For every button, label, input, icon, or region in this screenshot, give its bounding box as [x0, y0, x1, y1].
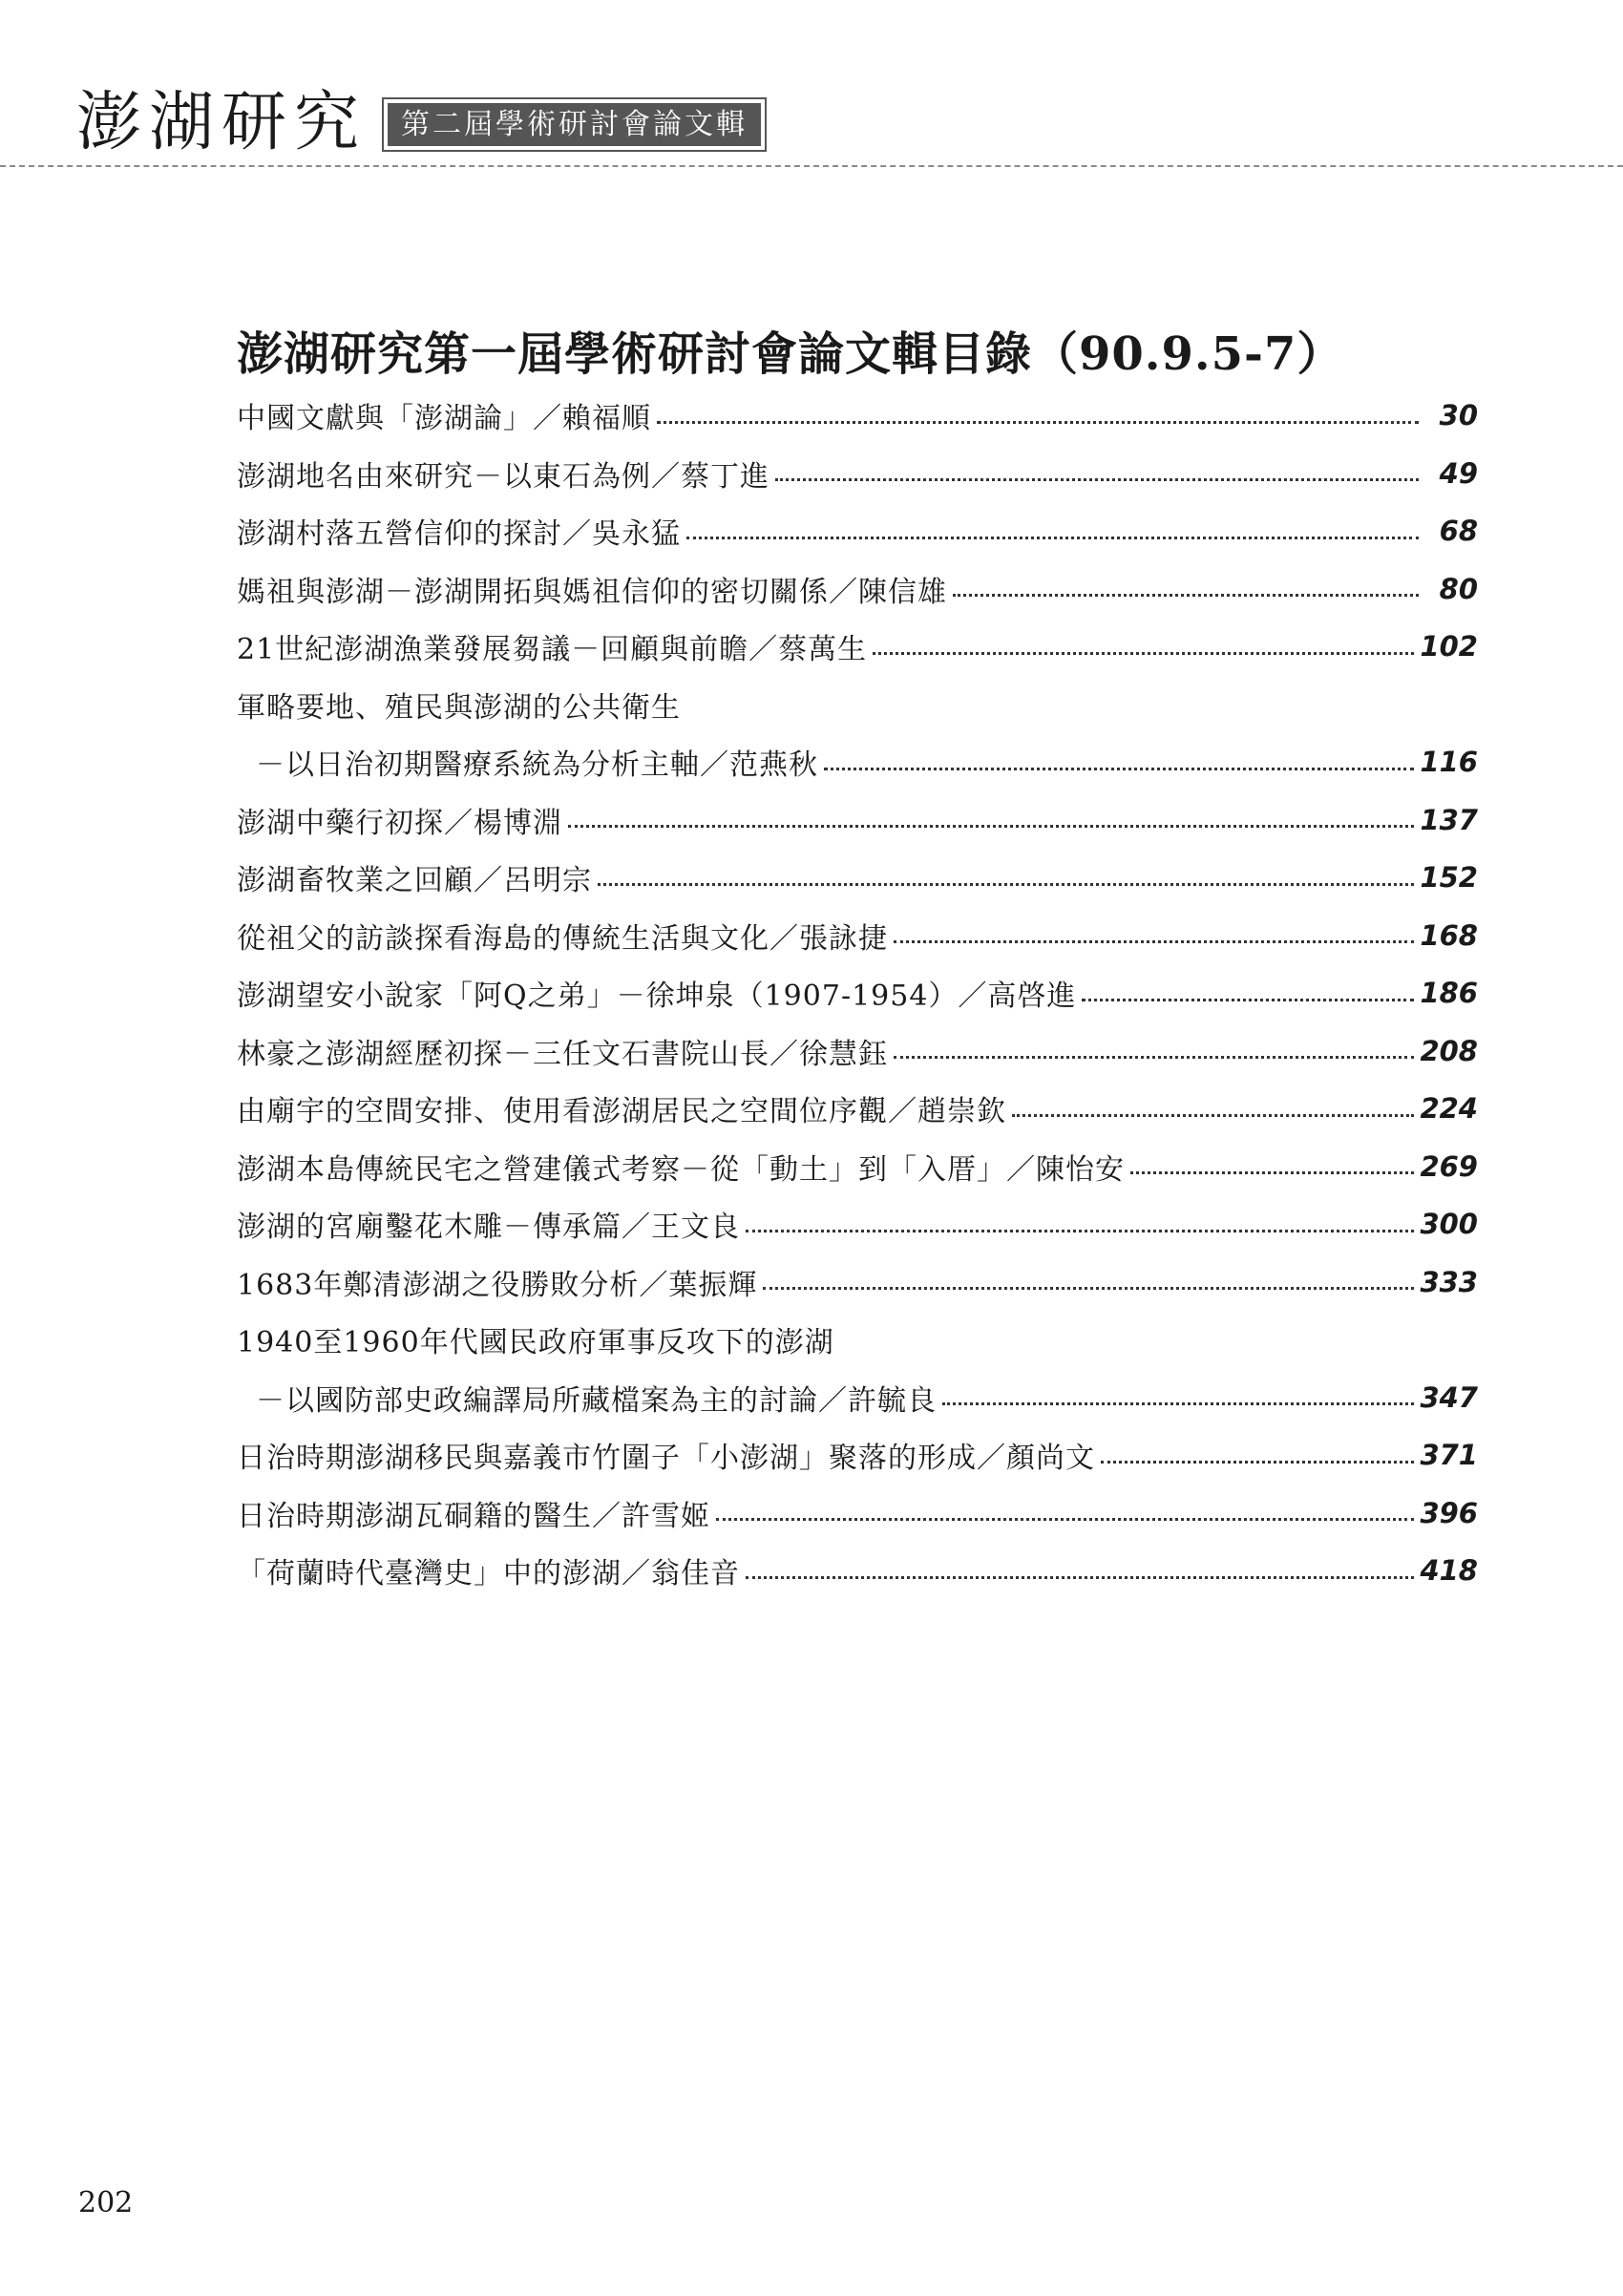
- toc-entry-page: 371: [1420, 1439, 1478, 1472]
- toc-entry: [237, 1485, 1478, 1543]
- toc-entry: [237, 1426, 1478, 1485]
- toc-entry: [237, 676, 1478, 734]
- toc-entry-title: 澎湖中藥行初探／楊博淵: [237, 806, 562, 840]
- toc-entry-page: 116: [1420, 746, 1478, 779]
- toc-entry-title: 林豪之澎湖經歷初探－三任文石書院山長／徐慧鈺: [237, 1037, 888, 1071]
- toc-entry-title: 1683年鄭清澎湖之役勝敗分析／葉振輝: [237, 1268, 758, 1302]
- toc-entry-page: 49: [1439, 456, 1478, 490]
- toc-entry-title: 軍略要地、殖民與澎湖的公共衛生: [237, 690, 681, 725]
- toc-entry-page: 347: [1420, 1380, 1478, 1414]
- toc-entry-page: 396: [1420, 1496, 1478, 1529]
- toc-entry: [237, 1138, 1478, 1196]
- toc-entry-page: 186: [1420, 977, 1478, 1010]
- issue-subtitle: 第二屆學術研討會論文輯: [384, 99, 765, 150]
- dot-leader: [894, 1056, 1414, 1059]
- dot-leader: [942, 1402, 1414, 1405]
- toc-entry: [237, 502, 1478, 560]
- dot-leader: [598, 883, 1414, 886]
- toc-entry-page: 152: [1420, 861, 1478, 895]
- toc-entry-title: 媽祖與澎湖－澎湖開拓與媽祖信仰的密切關係／陳信雄: [237, 575, 947, 609]
- toc-entry-page: 30: [1439, 399, 1478, 432]
- toc-entry-title: 澎湖望安小說家「阿Q之弟」－徐坤泉（1907-1954）／高啓進: [237, 979, 1077, 1014]
- dot-leader: [1082, 999, 1414, 1001]
- toc-entry: [237, 907, 1478, 965]
- dot-leader: [1012, 1114, 1414, 1117]
- toc-entry-title: 澎湖村落五營信仰的探討／吳永猛: [237, 517, 681, 552]
- toc-entry-title: 日治時期澎湖瓦硐籍的醫生／許雪姬: [237, 1499, 710, 1533]
- dot-leader: [1101, 1461, 1414, 1464]
- toc-entry: [237, 387, 1478, 445]
- dot-leader: [775, 478, 1419, 481]
- toc-entry-page: 418: [1420, 1554, 1478, 1588]
- dot-leader: [657, 421, 1419, 424]
- toc-entry: [237, 791, 1478, 850]
- toc-entry-title: 澎湖本島傳統民宅之營建儀式考察－從「動土」到「入厝」／陳怡安: [237, 1152, 1125, 1187]
- toc-entry-page: 102: [1420, 630, 1478, 664]
- toc-list: [237, 387, 1478, 1600]
- dot-leader: [746, 1230, 1414, 1232]
- toc-entry-title: 日治時期澎湖移民與嘉義市竹圍子「小澎湖」聚落的形成／顏尚文: [237, 1442, 1095, 1476]
- toc-entry: [237, 1080, 1478, 1138]
- dot-leader: [824, 768, 1414, 770]
- journal-brand: 澎湖研究: [76, 85, 368, 160]
- toc-entry-page: 224: [1420, 1092, 1478, 1126]
- page-number: 202: [78, 2186, 134, 2220]
- dot-leader: [873, 652, 1414, 655]
- toc-entry-page: 68: [1439, 515, 1478, 548]
- toc-entry-title: 從祖父的訪談探看海島的傳統生活與文化／張詠捷: [237, 921, 888, 956]
- toc-entry: [237, 733, 1478, 791]
- toc-entry: [237, 1369, 1478, 1427]
- toc-entry-page: 137: [1420, 803, 1478, 836]
- dot-leader: [568, 825, 1414, 828]
- toc-entry-title: 21世紀澎湖漁業發展芻議－回顧與前瞻／蔡萬生: [237, 633, 868, 667]
- toc-entry-page: 80: [1439, 572, 1478, 605]
- toc-entry-page: 208: [1420, 1034, 1478, 1067]
- toc-entry-title: 澎湖地名由來研究－以東石為例／蔡丁進: [237, 459, 769, 494]
- toc-entry-title: －以日治初期醫療系統為分析主軸／范燕秋: [256, 748, 818, 783]
- dot-leader: [1130, 1171, 1414, 1174]
- toc-entry-title: 中國文獻與「澎湖論」／賴福順: [237, 402, 651, 436]
- dot-leader: [746, 1576, 1414, 1579]
- toc-entry: [237, 849, 1478, 907]
- toc-entry-page: 269: [1420, 1149, 1478, 1183]
- toc-entry: [237, 1195, 1478, 1253]
- toc-entry-title: 「荷蘭時代臺灣史」中的澎湖／翁佳音: [237, 1557, 740, 1591]
- dot-leader: [894, 940, 1414, 943]
- toc-entry-page: 300: [1420, 1208, 1478, 1241]
- toc-entry-title: 澎湖畜牧業之回顧／呂明宗: [237, 864, 592, 898]
- toc-entry: [237, 1542, 1478, 1600]
- dot-leader: [953, 594, 1419, 597]
- toc-entry-title: 澎湖的宮廟鑿花木雕－傳承篇／王文良: [237, 1211, 740, 1245]
- toc-entry-title: 1940至1960年代國民政府軍事反攻下的澎湖: [237, 1326, 834, 1360]
- toc-entry: [237, 1311, 1478, 1369]
- toc-entry: [237, 445, 1478, 503]
- dot-leader: [763, 1287, 1414, 1290]
- toc-entry-title: －以國防部史政編譯局所藏檔案為主的討論／許毓良: [256, 1383, 937, 1418]
- toc-entry-page: 333: [1420, 1265, 1478, 1298]
- header-dashed-rule: [0, 165, 1623, 167]
- toc-title: 澎湖研究第一屆學術研討會論文輯目錄（90.9.5-7）: [237, 327, 1344, 381]
- toc-entry-page: 168: [1420, 918, 1478, 952]
- toc-entry: [237, 964, 1478, 1022]
- running-header: [76, 85, 765, 160]
- dot-leader: [686, 537, 1419, 539]
- toc-entry: [237, 618, 1478, 676]
- dot-leader: [716, 1518, 1414, 1521]
- toc-entry-title: 由廟宇的空間安排、使用看澎湖居民之空間位序觀／趙崇欽: [237, 1095, 1006, 1129]
- toc-entry: [237, 560, 1478, 619]
- toc-entry: [237, 1022, 1478, 1081]
- toc-entry: [237, 1253, 1478, 1312]
